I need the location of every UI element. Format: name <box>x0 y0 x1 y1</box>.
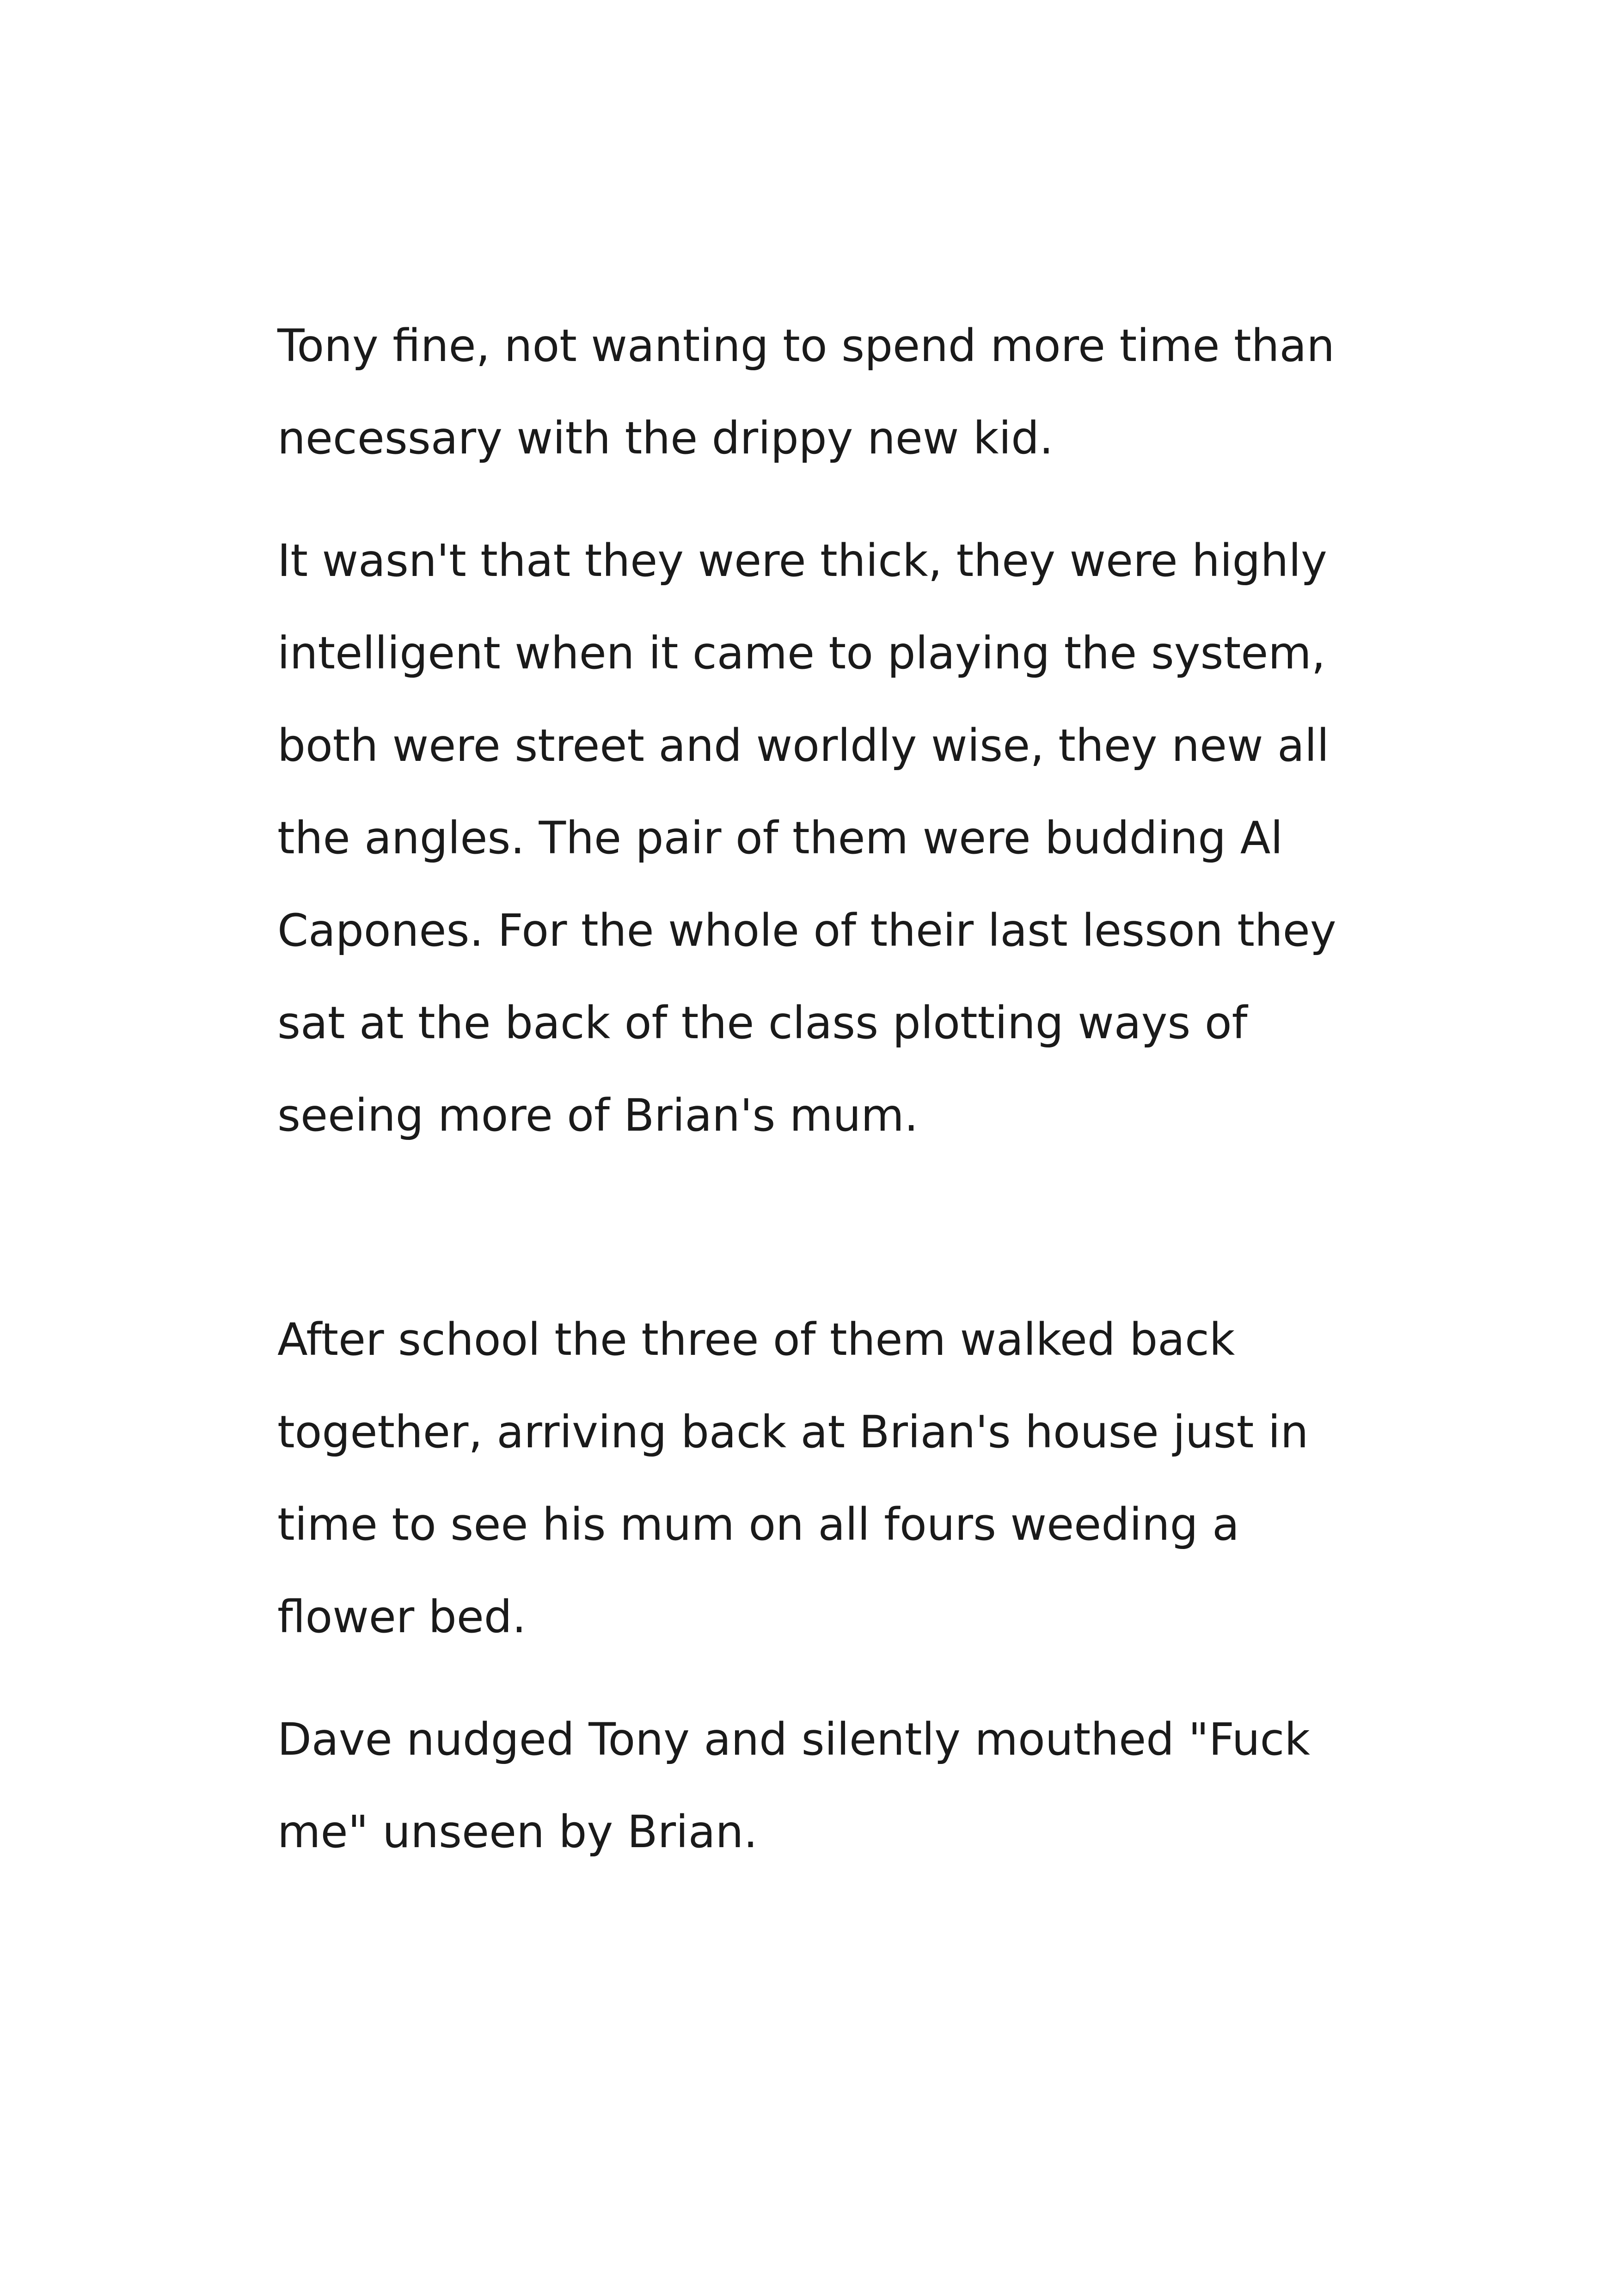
text-line: intelligent when it came to playing the system, <box>277 627 1326 679</box>
text-line: seeing more of Brian's mum. <box>277 1090 919 1141</box>
text-line: Capones. For the whole of their last lesson they <box>277 905 1336 956</box>
text-line: both were street and worldly wise, they new all <box>277 720 1330 771</box>
text-line: me" unseen by Brian. <box>277 1806 758 1858</box>
text-line: necessary with the drippy new kid. <box>277 412 1054 464</box>
text-line: sat at the back of the class plotting ways of <box>277 997 1248 1049</box>
text-line: Dave nudged Tony and silently mouthed "Fuck <box>277 1714 1310 1765</box>
text-line: time to see his mum on all fours weeding a <box>277 1499 1239 1550</box>
text-line: the angles. The pair of them were budding Al <box>277 812 1283 864</box>
text-line: flower bed. <box>277 1591 527 1643</box>
text-line: Tony fine, not wanting to spend more time than <box>277 320 1335 372</box>
text-line: After school the three of them walked back <box>277 1314 1235 1365</box>
text-line: It wasn't that they were thick, they were highly <box>277 535 1327 587</box>
text-line: together, arriving back at Brian's house just in <box>277 1406 1309 1458</box>
